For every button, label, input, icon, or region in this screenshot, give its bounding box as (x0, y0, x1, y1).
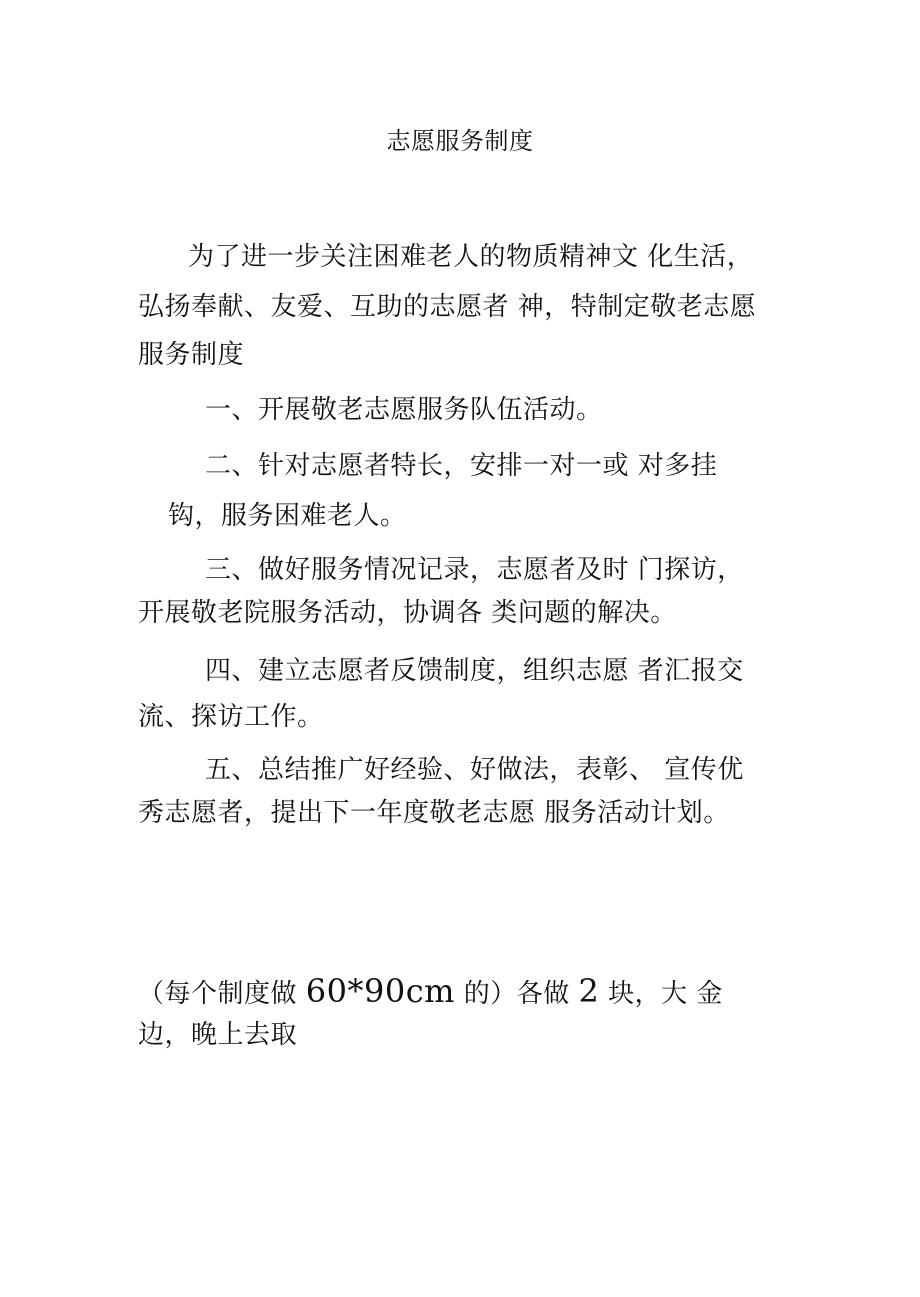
intro-line-3: 服务制度 (138, 340, 245, 370)
intro-line-1: 为了进一步关注困难老人的物质精神文 化生活， (188, 242, 754, 272)
note-text-2: 的）各做 (454, 979, 579, 1009)
item-5-line-1: 五、总结推广好经验、好做法，表彰、 宣传优 (205, 755, 744, 785)
item-2-line-2: 钩，服务困难老人。 (168, 501, 407, 531)
item-5-line-2: 秀志愿者，提出下一年度敬老志愿 服务活动计划。 (138, 798, 730, 828)
note-text-1: （每个制度做 (138, 979, 306, 1009)
intro-line-2: 弘扬奉献、友爱、互助的志愿者 神，特制定敬老志愿 (138, 292, 757, 322)
note-line-1 (138, 974, 723, 1011)
note-text-3: 块，大 金 (599, 979, 723, 1009)
item-1-line-1: 一、开展敬老志愿服务队伍活动。 (205, 395, 603, 425)
item-4-line-1: 四、建立志愿者反馈制度，组织志愿 者汇报交 (205, 656, 744, 686)
note-size: 60*90cm (305, 972, 455, 1010)
note-count: 2 (578, 972, 600, 1010)
item-2-line-1: 二、针对志愿者特长，安排一对一或 对多挂 (205, 451, 718, 481)
document-title: 志愿服务制度 (386, 127, 534, 155)
item-3-line-2: 开展敬老院服务活动，协调各 类问题的解决。 (138, 598, 677, 628)
item-3-line-1: 三、做好服务情况记录，志愿者及时 门探访， (205, 555, 744, 585)
item-4-line-2: 流、探访工作。 (138, 702, 324, 732)
note-line-2: 边，晚上去取 (138, 1020, 298, 1050)
